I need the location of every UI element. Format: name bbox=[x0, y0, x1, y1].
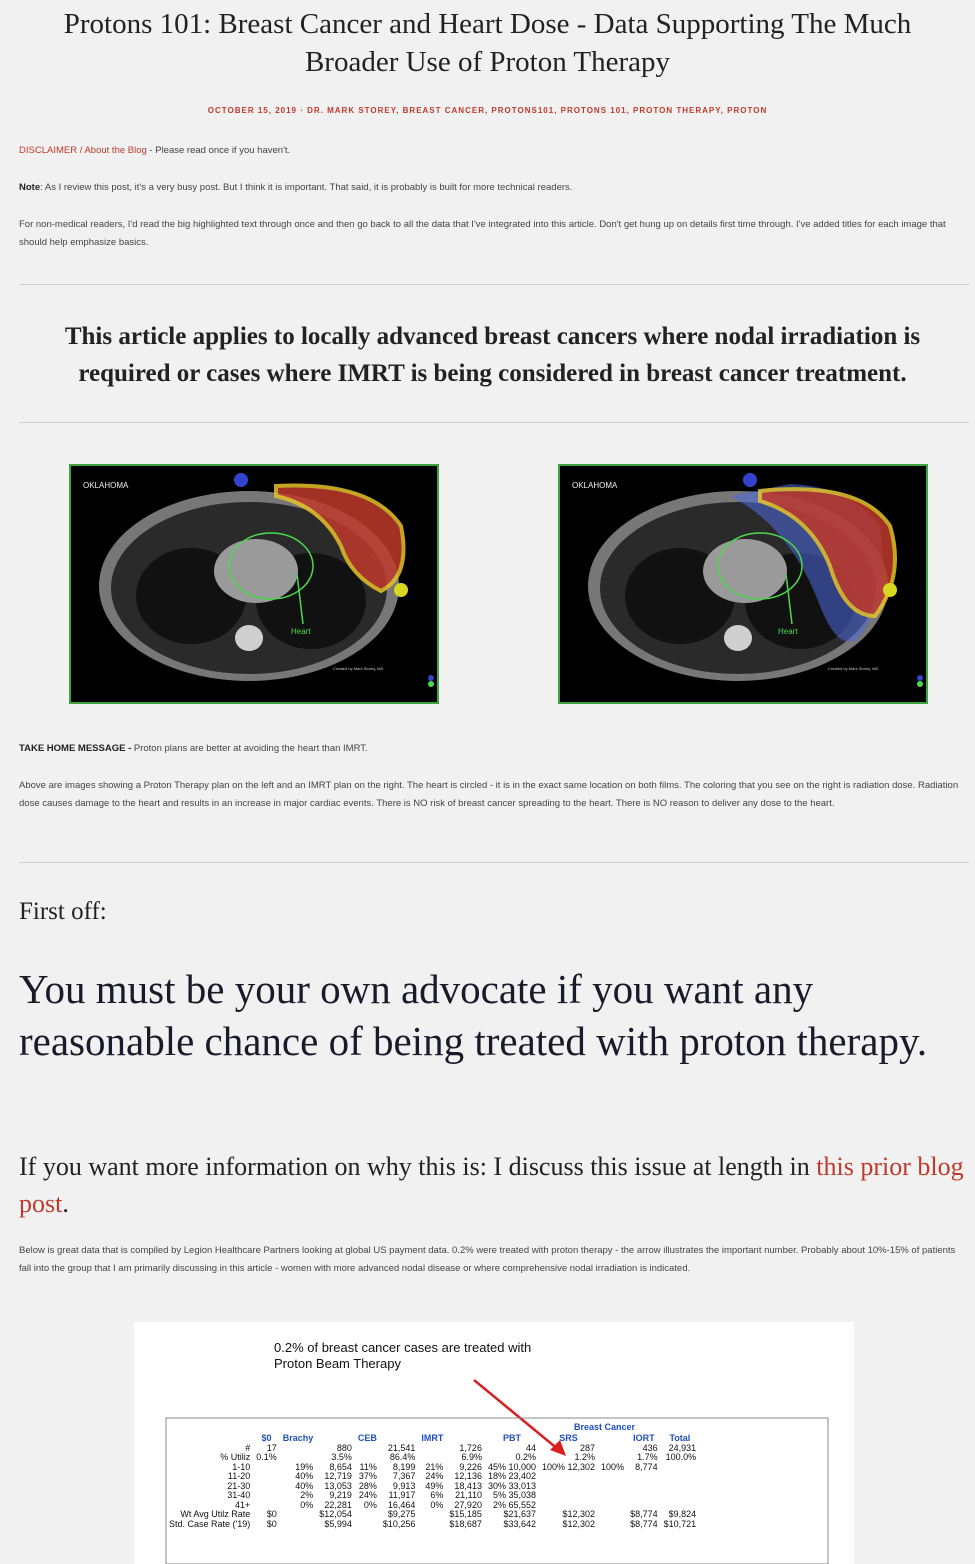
table-cell: 44 bbox=[525, 1442, 536, 1453]
table-cell bbox=[661, 1472, 700, 1482]
table-cell bbox=[418, 1444, 446, 1454]
table-cell: 21,541 bbox=[387, 1442, 416, 1453]
table-cell bbox=[253, 1472, 280, 1482]
table-cell: $5,994 bbox=[324, 1518, 352, 1529]
table-cell: 2% bbox=[300, 1490, 314, 1500]
table-cell bbox=[598, 1482, 627, 1492]
table-cell bbox=[355, 1510, 380, 1520]
table-cell bbox=[253, 1463, 280, 1473]
table-cell bbox=[598, 1520, 627, 1530]
table-cell: 17 bbox=[266, 1442, 277, 1453]
table-cell bbox=[627, 1482, 661, 1492]
table-cell: 40% bbox=[295, 1480, 314, 1491]
table-cell: $15,185 bbox=[449, 1509, 482, 1519]
table-cell: $0 bbox=[266, 1509, 277, 1519]
table-cell: 0.1% bbox=[256, 1452, 277, 1462]
table-cell: 880 bbox=[336, 1442, 352, 1453]
table-cell bbox=[355, 1520, 380, 1530]
clinic-logo: OKLAHOMA bbox=[83, 481, 129, 490]
table-cell: 28% bbox=[358, 1480, 377, 1491]
table-cell: $18,687 bbox=[449, 1518, 482, 1529]
table-cell bbox=[539, 1491, 598, 1501]
table-cell bbox=[661, 1482, 700, 1492]
table-header-cell: SRS bbox=[559, 1433, 578, 1443]
table-cell: 0% bbox=[363, 1499, 377, 1510]
table-cell: 37% bbox=[358, 1471, 377, 1481]
table-cell: 21% bbox=[425, 1461, 444, 1472]
table-header-cell: CEB bbox=[357, 1433, 377, 1443]
table-cell: 11% bbox=[359, 1461, 377, 1472]
divider bbox=[19, 862, 969, 863]
table-header-cell bbox=[166, 1434, 253, 1444]
take-home-text: Proton plans are better at avoiding the heart than IMRT. bbox=[131, 743, 368, 754]
take-home-paragraph bbox=[19, 740, 969, 758]
table-cell: 45% 10,000 bbox=[487, 1461, 536, 1472]
table-cell: 9,219 bbox=[329, 1490, 352, 1500]
data-explanation: Below is great data that is compiled by Legion Healthcare Partners looking at global US payment data. 0.2% were treated with proton therapy - the arrow illustrates the important number. Probably about 10%-15% of patients fall into the group that I am primarily discussing in this article - women with more advanced nodal disease or where comprehensive nodal irradiation is indicated. bbox=[19, 1245, 956, 1274]
table-cell: 9,913 bbox=[392, 1480, 416, 1491]
table-cell: 6.9% bbox=[461, 1452, 482, 1462]
clinic-logo: OKLAHOMA bbox=[572, 481, 618, 490]
table-cell: $8,774 bbox=[630, 1509, 658, 1519]
table-header-cell: $0 bbox=[261, 1433, 272, 1443]
table-header-cell: IMRT bbox=[421, 1433, 444, 1443]
table-cell: $33,642 bbox=[503, 1518, 536, 1529]
utilization-table bbox=[166, 1434, 699, 1529]
table-cell bbox=[280, 1444, 317, 1454]
table-cell: 11,917 bbox=[388, 1490, 416, 1500]
more-info-text: If you want more information on why this is: I discuss this issue at length in bbox=[19, 1152, 817, 1181]
divider bbox=[19, 284, 969, 285]
table-cell: 1.7% bbox=[637, 1452, 658, 1462]
table-cell: 287 bbox=[580, 1442, 596, 1453]
intro-paragraph: For non-medical readers, I'd read the big highlighted text through once and then go back to all the data that I've integrated into this article. Don't get hung up on details first time through. I've added titles for each image that should help emphasize basics. bbox=[19, 219, 946, 248]
table-cell bbox=[253, 1491, 280, 1501]
table-cell bbox=[418, 1520, 446, 1530]
table-cell: 19% bbox=[295, 1461, 314, 1472]
post-meta[interactable]: OCTOBER 15, 2019 · DR. MARK STOREY, BREAST CANCER, PROTONS101, PROTONS 101, PROTON THERAPY, PROTON bbox=[207, 106, 768, 115]
table-cell: 49% bbox=[425, 1480, 444, 1491]
table-cell bbox=[539, 1472, 598, 1482]
spreadsheet-title: Breast Cancer bbox=[574, 1422, 636, 1432]
table-cell: 2% 65,552 bbox=[492, 1499, 536, 1510]
table-cell bbox=[661, 1463, 700, 1473]
table-header-cell: IORT bbox=[633, 1433, 655, 1443]
image-credit: Created by Mark Storey, MD bbox=[333, 666, 384, 671]
table-cell: 30% 33,013 bbox=[487, 1480, 536, 1491]
table-cell: Std. Case Rate ('19) bbox=[169, 1518, 251, 1529]
table-cell: 8,199 bbox=[392, 1461, 416, 1472]
table-cell: $12,302 bbox=[562, 1509, 596, 1519]
table-cell: $21,637 bbox=[503, 1509, 536, 1519]
table-cell: 21,110 bbox=[455, 1490, 482, 1500]
table-cell: 8,654 bbox=[329, 1461, 352, 1472]
table-cell: # bbox=[245, 1442, 251, 1453]
table-cell bbox=[627, 1491, 661, 1501]
spreadsheet-callout: 0.2% of breast cancer cases are treated with Proton Beam Therapy bbox=[274, 1340, 532, 1371]
proton-plan-ct-image bbox=[69, 464, 439, 704]
imrt-plan-ct-image bbox=[558, 464, 928, 704]
table-cell: $9,824 bbox=[668, 1509, 697, 1519]
table-cell: $0 bbox=[266, 1518, 277, 1529]
table-cell bbox=[253, 1482, 280, 1492]
table-cell bbox=[627, 1472, 661, 1482]
disclaimer-text: - Please read once if you haven't. bbox=[146, 145, 291, 156]
table-cell bbox=[598, 1444, 627, 1454]
table-cell: 31-40 bbox=[227, 1490, 251, 1500]
table-cell: 6% bbox=[430, 1490, 444, 1500]
post-title: Protons 101: Breast Cancer and Heart Dose - Data Supporting The Much Broader Use of Proton Therapy bbox=[63, 8, 912, 78]
table-cell: 27,920 bbox=[454, 1499, 482, 1510]
table-cell: 12,719 bbox=[324, 1471, 352, 1481]
table-cell: 1-10 bbox=[232, 1461, 251, 1472]
table-cell: 11-20 bbox=[227, 1471, 251, 1481]
table-cell bbox=[598, 1491, 627, 1501]
table-cell: 100.0% bbox=[665, 1452, 697, 1462]
more-info-paragraph bbox=[19, 1148, 964, 1222]
table-cell: 21-30 bbox=[227, 1480, 251, 1491]
note-text: : As I review this post, it's a very busy post. But I think it is important. That said, it is probably is built for more technical readers. bbox=[40, 182, 573, 193]
table-header-cell: PBT bbox=[502, 1433, 521, 1443]
table-cell: 100% 12,302 bbox=[542, 1461, 596, 1472]
highlight-text: This article applies to locally advanced breast cancers where nodal irradiation is required or cases where IMRT is being considered in breast cancer treatment. bbox=[64, 323, 921, 387]
table-cell: 0% bbox=[300, 1499, 314, 1510]
table-cell: 7,367 bbox=[392, 1471, 416, 1481]
image-credit: Created by Mark Storey, MD bbox=[828, 666, 879, 671]
table-cell bbox=[280, 1520, 317, 1530]
utilization-spreadsheet-image bbox=[134, 1322, 854, 1564]
note-paragraph bbox=[19, 179, 969, 197]
table-cell: 9,226 bbox=[459, 1461, 482, 1472]
table-cell: 1.2% bbox=[574, 1452, 596, 1462]
disclaimer-link[interactable]: DISCLAIMER / About the Blog bbox=[19, 145, 147, 156]
advocate-statement: You must be your own advocate if you want any reasonable chance of being treated with proton therapy. bbox=[19, 966, 928, 1064]
table-cell: 0% bbox=[430, 1499, 444, 1510]
table-cell: 40% bbox=[295, 1471, 314, 1481]
table-cell: 18,413 bbox=[454, 1480, 482, 1491]
prior-blog-post-link[interactable]: this prior blog post bbox=[19, 1152, 964, 1218]
table-header-cell: Total bbox=[669, 1433, 691, 1443]
table-cell: 436 bbox=[642, 1442, 658, 1453]
table-row bbox=[166, 1520, 699, 1530]
table-cell: 12,136 bbox=[454, 1471, 482, 1481]
table-header-cell bbox=[598, 1434, 627, 1444]
take-home-label: TAKE HOME MESSAGE - bbox=[19, 743, 132, 754]
table-header-cell: Brachy bbox=[282, 1433, 314, 1443]
heart-label: Heart bbox=[291, 627, 311, 636]
table-cell: 16,464 bbox=[387, 1499, 416, 1510]
table-cell bbox=[598, 1510, 627, 1520]
more-info-end: . bbox=[62, 1189, 69, 1218]
divider bbox=[19, 422, 969, 423]
table-cell: 86.4% bbox=[389, 1452, 416, 1462]
disclaimer-paragraph bbox=[19, 142, 969, 160]
table-cell: 13,053 bbox=[324, 1480, 352, 1491]
note-label: Note bbox=[19, 182, 41, 193]
table-cell: % Utiliz bbox=[220, 1452, 251, 1462]
table-cell: 24% bbox=[425, 1471, 444, 1481]
table-cell: $12,054 bbox=[319, 1509, 352, 1519]
table-cell: 5% 35,038 bbox=[492, 1490, 536, 1500]
table-cell: 18% 23,402 bbox=[487, 1471, 536, 1481]
table-cell: $10,721 bbox=[663, 1518, 697, 1529]
table-cell: 1,726 bbox=[459, 1442, 482, 1453]
table-cell: 24% bbox=[358, 1490, 377, 1500]
table-cell: 3.5% bbox=[331, 1452, 352, 1462]
table-cell: 0.2% bbox=[515, 1452, 536, 1462]
table-cell bbox=[280, 1510, 317, 1520]
table-cell: $8,774 bbox=[630, 1518, 658, 1529]
table-cell: $12,302 bbox=[562, 1518, 596, 1529]
table-cell: Wt Avg Utilz Rate bbox=[180, 1509, 251, 1519]
table-cell bbox=[661, 1491, 700, 1501]
table-cell: 41+ bbox=[234, 1499, 251, 1510]
table-cell bbox=[539, 1482, 598, 1492]
table-cell bbox=[355, 1444, 380, 1454]
table-cell: 24,931 bbox=[668, 1442, 697, 1453]
heart-label: Heart bbox=[778, 627, 798, 636]
table-cell bbox=[598, 1472, 627, 1482]
table-cell: 100% bbox=[601, 1461, 625, 1472]
table-cell: 22,281 bbox=[324, 1499, 352, 1510]
images-explanation: Above are images showing a Proton Therapy plan on the left and an IMRT plan on the right. The heart is circled - it is in the exact same location on both films. The coloring that you see on the right is radiation dose. Radiation dose causes damage to the heart and results in an increase in major cardiac events. There is NO risk of breast cancer spreading to the heart. There is NO reason to deliver any dose to the heart. bbox=[19, 780, 959, 809]
table-cell: $10,256 bbox=[382, 1518, 416, 1529]
table-cell: 8,774 bbox=[635, 1461, 658, 1472]
first-off-heading: First off: bbox=[19, 898, 107, 925]
table-cell: $9,275 bbox=[387, 1509, 416, 1519]
table-cell bbox=[598, 1501, 627, 1511]
table-cell bbox=[418, 1510, 446, 1520]
